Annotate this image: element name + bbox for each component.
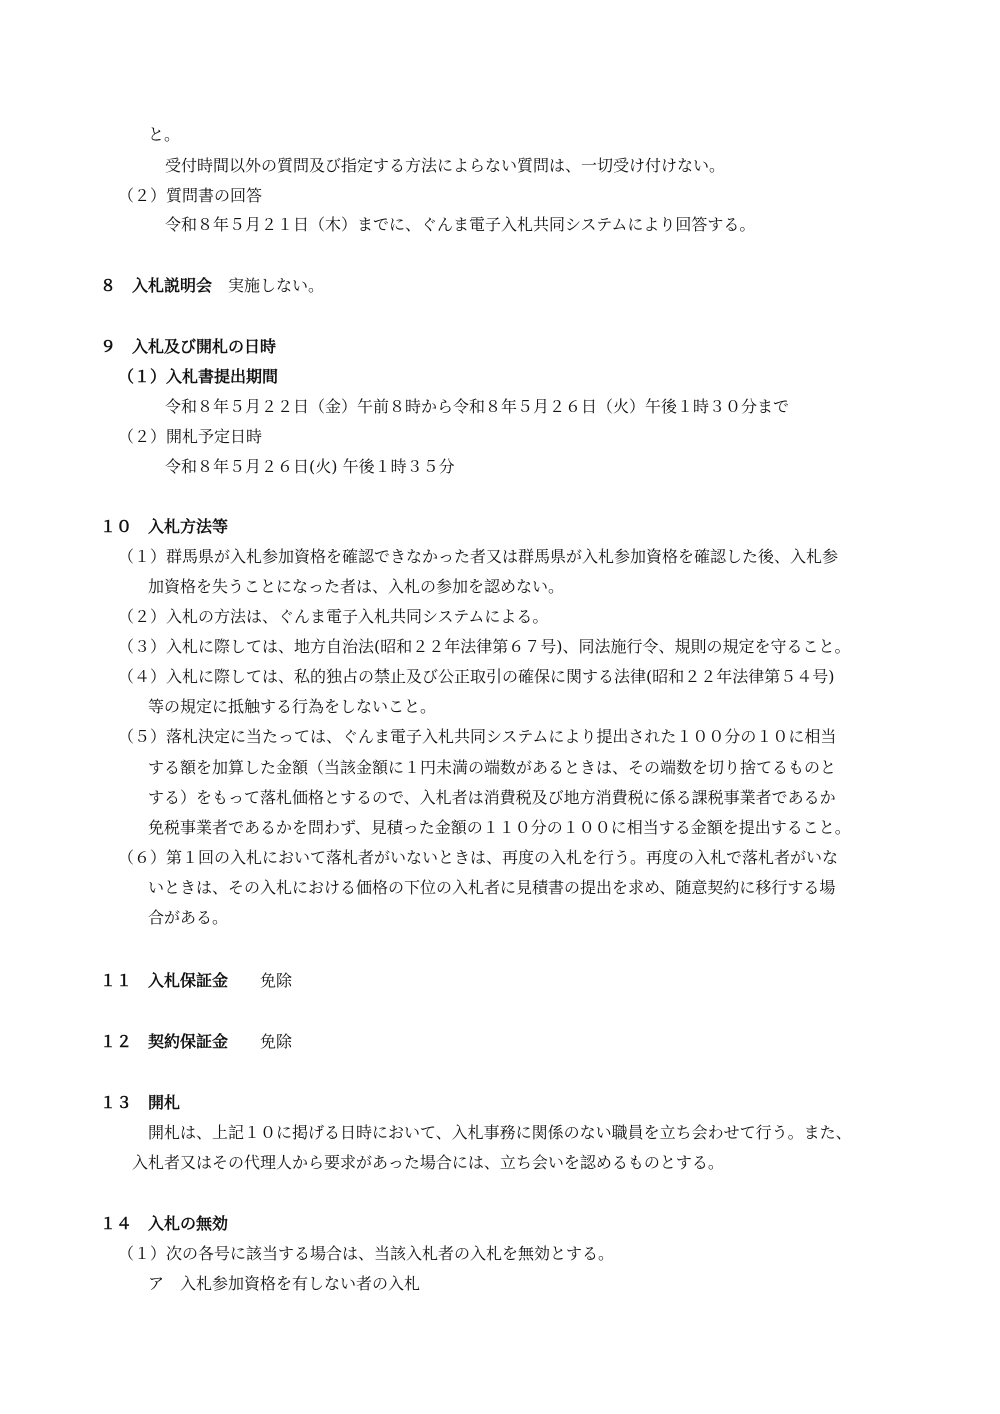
s12-heading [100, 1031, 292, 1053]
s13-heading [100, 1092, 180, 1114]
s10-item5-line2: する額を加算した金額（当該金額に１円未満の端数があるときは、その端数を切り捨てるものと [148, 758, 837, 777]
s10-item2: （２）入札の方法は、ぐんま電子入札共同システムによる。 [118, 607, 549, 626]
s10-item1-line1: （１）群馬県が入札参加資格を確認できなかった者又は群馬県が入札参加資格を確認した後、入札参 [118, 547, 839, 566]
s13-line1: 開札は、上記１０に掲げる日時において、入札事務に関係のない職員を立ち会わせて行う。また、 [148, 1123, 852, 1142]
s10-item4-line2: 等の規定に抵触する行為をしないこと。 [148, 697, 437, 716]
s14-number: １４ [100, 1214, 133, 1233]
s14-heading [100, 1213, 228, 1235]
s7-item2-heading: （２）質問書の回答 [118, 186, 263, 205]
s9-item2-body: 令和８年５月２６日(火) 午後１時３５分 [165, 457, 455, 476]
s11-heading [100, 970, 292, 992]
s8-value: 実施しない。 [228, 276, 325, 295]
s14-title: 入札の無効 [148, 1214, 229, 1233]
s7-tail: と。 [148, 125, 181, 144]
s10-item6-line1: （６）第１回の入札において落札者がいないときは、再度の入札を行う。再度の入札で落札者がいな [118, 848, 839, 867]
s12-number: １２ [100, 1032, 133, 1051]
s12-value: 免除 [260, 1032, 293, 1051]
s14-item-a: ア 入札参加資格を有しない者の入札 [148, 1274, 421, 1293]
s13-line2: 入札者又はその代理人から要求があった場合には、立ち会いを認めるものとする。 [132, 1153, 724, 1172]
s14-item1: （１）次の各号に該当する場合は、当該入札者の入札を無効とする。 [118, 1244, 615, 1263]
s8-title: 入札説明会 [132, 276, 213, 295]
s10-number: １０ [100, 517, 133, 536]
s13-number: １３ [100, 1093, 133, 1112]
s10-item3: （３）入札に際しては、地方自治法(昭和２２年法律第６７号)、同法施行令、規則の規定を守ること。 [118, 637, 851, 656]
s13-title: 開札 [148, 1093, 181, 1112]
s10-item5-line1: （５）落札決定に当たっては、ぐんま電子入札共同システムにより提出された１００分の１０に相当 [118, 727, 837, 746]
s9-number: ９ [100, 337, 117, 356]
s10-item4-line1: （４）入札に際しては、私的独占の禁止及び公正取引の確保に関する法律(昭和２２年法律第５４号) [118, 667, 835, 686]
s8-heading [100, 275, 324, 297]
s11-value: 免除 [260, 971, 293, 990]
s9-item2-heading: （２）開札予定日時 [118, 427, 263, 446]
s10-item1-line2: 加資格を失うことになった者は、入札の参加を認めない。 [148, 577, 565, 596]
s9-item1-heading: （１）入札書提出期間 [118, 367, 279, 386]
s10-title: 入札方法等 [148, 517, 229, 536]
s8-number: ８ [100, 276, 117, 295]
s11-number: １１ [100, 971, 133, 990]
s7-note: 受付時間以外の質問及び指定する方法によらない質問は、一切受け付けない。 [165, 156, 726, 175]
s7-item2-body: 令和８年５月２１日（木）までに、ぐんま電子入札共同システムにより回答する。 [165, 215, 756, 234]
s10-item5-line4: 免税事業者であるかを問わず、見積った金額の１１０分の１００に相当する金額を提出すること。 [148, 818, 851, 837]
s10-item5-line3: する）をもって落札価格とするので、入札者は消費税及び地方消費税に係る課税事業者であるか [148, 788, 836, 807]
s10-item6-line3: 合がある。 [148, 908, 229, 927]
s10-item6-line2: いときは、その入札における価格の下位の入札者に見積書の提出を求め、随意契約に移行する場 [148, 878, 836, 897]
s11-title: 入札保証金 [148, 971, 229, 990]
s10-heading [100, 516, 228, 538]
s9-item1-body: 令和８年５月２２日（金）午前８時から令和８年５月２６日（火）午後１時３０分まで [165, 397, 790, 416]
s9-heading [100, 336, 276, 358]
s9-title: 入札及び開札の日時 [132, 337, 277, 356]
s12-title: 契約保証金 [148, 1032, 229, 1051]
